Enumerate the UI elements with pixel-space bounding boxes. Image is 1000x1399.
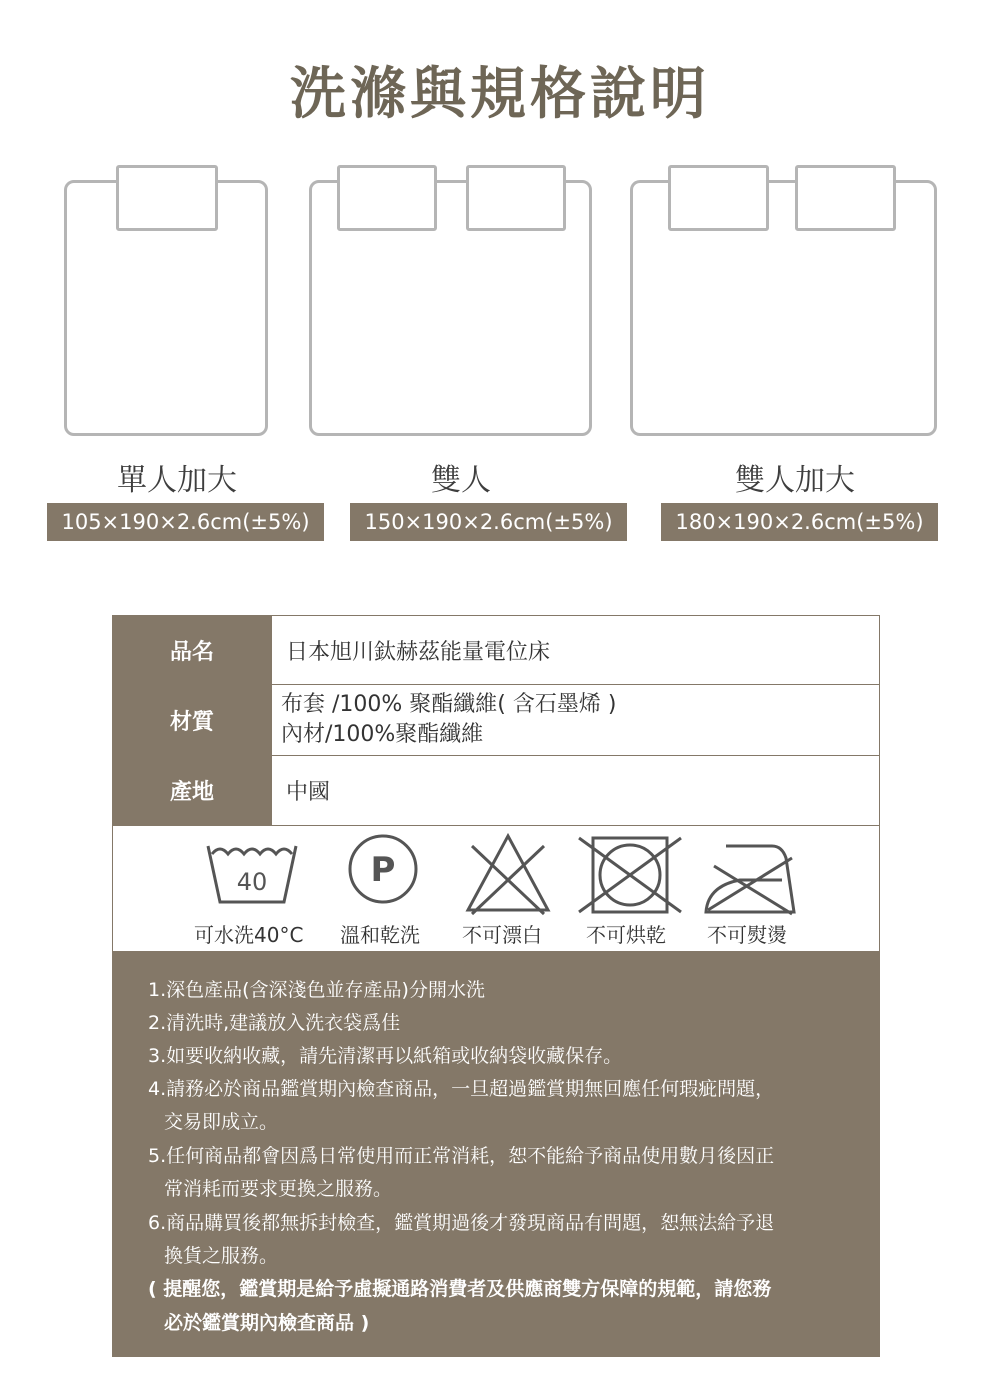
material-line-2: 內材/100%聚酯纖維 bbox=[281, 722, 484, 747]
spec-label-material: 材質 bbox=[113, 685, 272, 756]
care-label-no-iron: 不可熨燙 bbox=[707, 923, 787, 947]
size-name-king: 雙人加大 bbox=[735, 463, 855, 498]
pillow bbox=[668, 165, 769, 231]
note-line: 常消耗而要求更換之服務。 bbox=[164, 1178, 393, 1200]
size-dims-double: 150×190×2.6cm(±5%) bbox=[350, 503, 627, 541]
no-bleach-icon bbox=[462, 830, 554, 916]
care-label-dryclean: 溫和乾洗 bbox=[340, 923, 420, 947]
spec-table bbox=[112, 615, 880, 826]
no-tumble-dry-icon bbox=[575, 832, 685, 918]
note-line: 3.如要收納收藏，請先清潔再以紙箱或收納袋收藏保存。 bbox=[148, 1045, 623, 1067]
reminder-line: ( 提醒您，鑑賞期是給予虛擬通路消費者及供應商雙方保障的規範，請您務 bbox=[148, 1278, 772, 1300]
dryclean-p-icon bbox=[346, 832, 420, 906]
material-line-1: 布套 /100% 聚酯纖維( 含石墨烯 ) bbox=[281, 692, 617, 717]
care-label-wash: 可水洗40°C bbox=[194, 923, 304, 947]
size-name-single: 單人加大 bbox=[117, 463, 237, 498]
spec-value-name: 日本旭川鈦赫茲能量電位床 bbox=[272, 616, 880, 685]
care-label-no-dry: 不可烘乾 bbox=[586, 923, 666, 947]
spec-label-origin: 產地 bbox=[113, 756, 272, 826]
page-title: 洗滌與規格說明 bbox=[290, 61, 710, 127]
reminder-line: 必於鑑賞期內檢查商品 ) bbox=[164, 1312, 370, 1334]
note-line: 1.深色產品(含深淺色並存產品)分開水洗 bbox=[148, 979, 485, 1001]
spec-value-material bbox=[272, 685, 880, 756]
size-dims-single: 105×190×2.6cm(±5%) bbox=[47, 503, 324, 541]
note-line: 交易即成立。 bbox=[164, 1111, 279, 1133]
pillow bbox=[337, 165, 437, 231]
size-dims-king: 180×190×2.6cm(±5%) bbox=[661, 503, 938, 541]
no-iron-icon bbox=[700, 836, 800, 918]
note-line: 換貨之服務。 bbox=[164, 1245, 279, 1267]
wash-40-icon bbox=[204, 840, 300, 910]
note-line: 2.清洗時,建議放入洗衣袋爲佳 bbox=[148, 1012, 401, 1034]
note-line: 6.商品購買後都無拆封檢查，鑑賞期過後才發現商品有問題，恕無法給予退 bbox=[148, 1212, 775, 1234]
wash-temp-text: 40 bbox=[236, 868, 268, 896]
pillow bbox=[116, 165, 218, 231]
pillow bbox=[795, 165, 896, 231]
spec-label-name: 品名 bbox=[113, 616, 272, 685]
note-line: 4.請務必於商品鑑賞期內檢查商品，一旦超過鑑賞期無回應任何瑕疵問題， bbox=[148, 1078, 775, 1100]
note-line: 5.任何商品都會因爲日常使用而正常消耗，恕不能給予商品使用數月後因正 bbox=[148, 1145, 775, 1167]
size-name-double: 雙人 bbox=[431, 463, 491, 498]
spec-value-origin: 中國 bbox=[272, 756, 880, 826]
dryclean-letter: P bbox=[370, 850, 396, 890]
pillow bbox=[466, 165, 566, 231]
care-label-no-bleach: 不可漂白 bbox=[462, 923, 542, 947]
notes-panel bbox=[112, 951, 880, 1357]
